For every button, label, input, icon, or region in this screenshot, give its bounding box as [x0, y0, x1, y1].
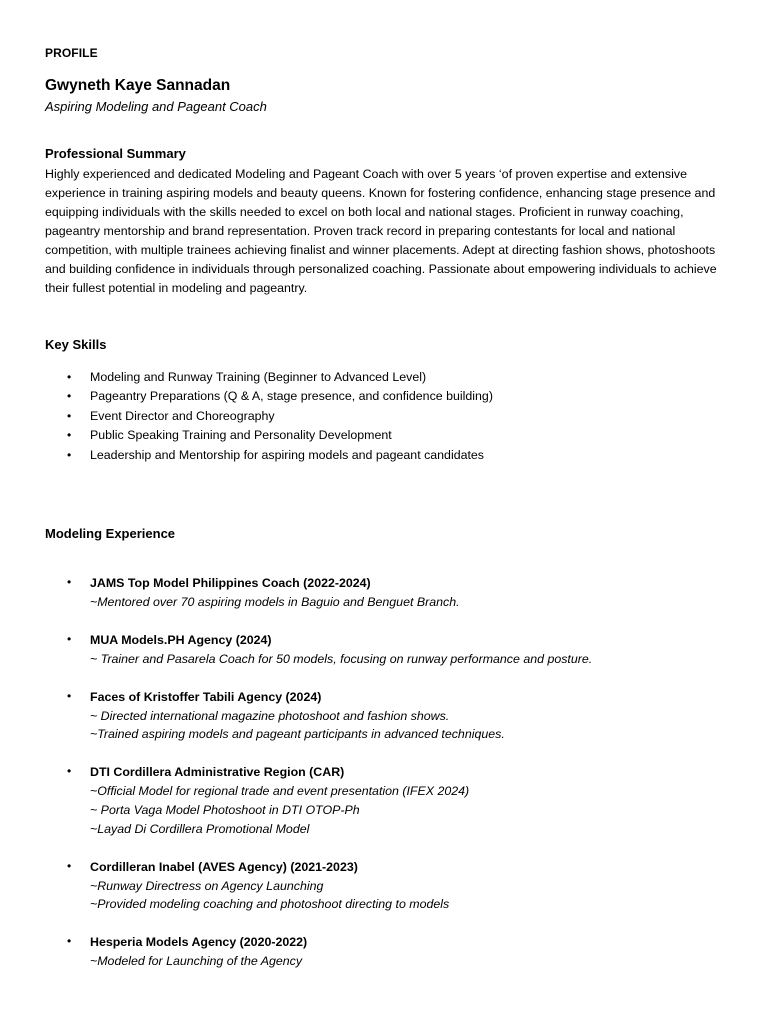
experience-title: Faces of Kristoffer Tabili Agency (2024): [90, 689, 322, 704]
bullet-icon: •: [67, 428, 72, 443]
experience-list: [45, 574, 735, 990]
summary-heading: Professional Summary: [45, 146, 186, 161]
skill-label: Event Director and Choreography: [90, 408, 275, 423]
experience-detail: ~Runway Directress on Agency Launching: [90, 878, 324, 893]
experience-item: [45, 763, 735, 838]
experience-item: [45, 631, 735, 669]
experience-heading: Modeling Experience: [45, 526, 176, 541]
bullet-icon: •: [67, 934, 72, 949]
experience-title: JAMS Top Model Philippines Coach (2022-2024): [90, 576, 371, 590]
experience-detail: ~ Directed international magazine photoshoot and fashion shows.: [90, 708, 450, 723]
profile-heading: PROFILE: [45, 46, 98, 60]
bullet-icon: •: [67, 764, 72, 779]
skill-item: [45, 368, 725, 387]
candidate-role: Aspiring Modeling and Pageant Coach: [45, 99, 267, 114]
skill-item: [45, 407, 725, 426]
bullet-icon: •: [67, 389, 72, 404]
experience-item: [45, 858, 735, 915]
experience-detail: ~Layad Di Cordillera Promotional Model: [90, 821, 310, 836]
experience-detail: ~Provided modeling coaching and photoshoot directing to models: [90, 897, 450, 912]
experience-item: [45, 574, 735, 612]
experience-item: [45, 688, 735, 745]
skill-item: [45, 446, 725, 465]
skills-heading: Key Skills: [45, 337, 107, 352]
skill-label: Leadership and Mentorship for aspiring models and pageant candidates: [90, 447, 485, 462]
experience-title: MUA Models.PH Agency (2024): [90, 632, 272, 647]
candidate-name: Gwyneth Kaye Sannadan: [45, 77, 231, 94]
bullet-icon: •: [67, 370, 72, 384]
bullet-icon: •: [67, 858, 72, 873]
experience-detail: ~Trained aspiring models and pageant participants in advanced techniques.: [90, 727, 505, 742]
skill-label: Modeling and Runway Training (Beginner to Advanced Level): [90, 370, 427, 384]
experience-title: DTI Cordillera Administrative Region (CAR): [90, 765, 345, 780]
experience-title: Hesperia Models Agency (2020-2022): [90, 935, 308, 950]
skill-item: [45, 387, 725, 406]
bullet-icon: •: [67, 408, 72, 423]
experience-title: Cordilleran Inabel (AVES Agency) (2021-2023): [90, 859, 358, 874]
experience-detail: ~Mentored over 70 aspiring models in Baguio and Benguet Branch.: [90, 595, 460, 609]
experience-detail: ~Modeled for Launching of the Agency: [90, 954, 303, 969]
skills-list: [45, 368, 725, 465]
skill-label: Public Speaking Training and Personality Development: [90, 428, 392, 443]
skill-item: [45, 426, 725, 445]
experience-detail: ~ Trainer and Pasarela Coach for 50 models, focusing on runway performance and posture.: [90, 651, 593, 666]
bullet-icon: •: [67, 447, 72, 462]
experience-item: [45, 933, 735, 971]
skill-label: Pageantry Preparations (Q & A, stage presence, and confidence building): [90, 389, 493, 404]
bullet-icon: •: [67, 575, 72, 589]
experience-detail: ~ Porta Vaga Model Photoshoot in DTI OTOP-Ph: [90, 802, 360, 817]
bullet-icon: •: [67, 688, 72, 703]
bullet-icon: •: [67, 631, 72, 646]
experience-detail: ~Official Model for regional trade and event presentation (IFEX 2024): [90, 784, 470, 799]
summary-text: Highly experienced and dedicated Modeling and Pageant Coach with over 5 years ‘of proven expertise and extensive experience in training aspiring models and beauty queens. Known for fostering confidence, enhancing stage presence and equipping individuals with the skills needed to excel on both local and national stages. Proficient in runway coaching, pageantry mentorship and brand representation. Proven track record in preparing contestants for local and national competition, with multiple trainees achieving finalist and winner placements. Adept at directing fashion shows, photoshoots and building confidence in individuals through personalized coaching. Passionate about empowering individuals to achieve their fullest potential in modeling and pageantry.: [45, 167, 717, 295]
